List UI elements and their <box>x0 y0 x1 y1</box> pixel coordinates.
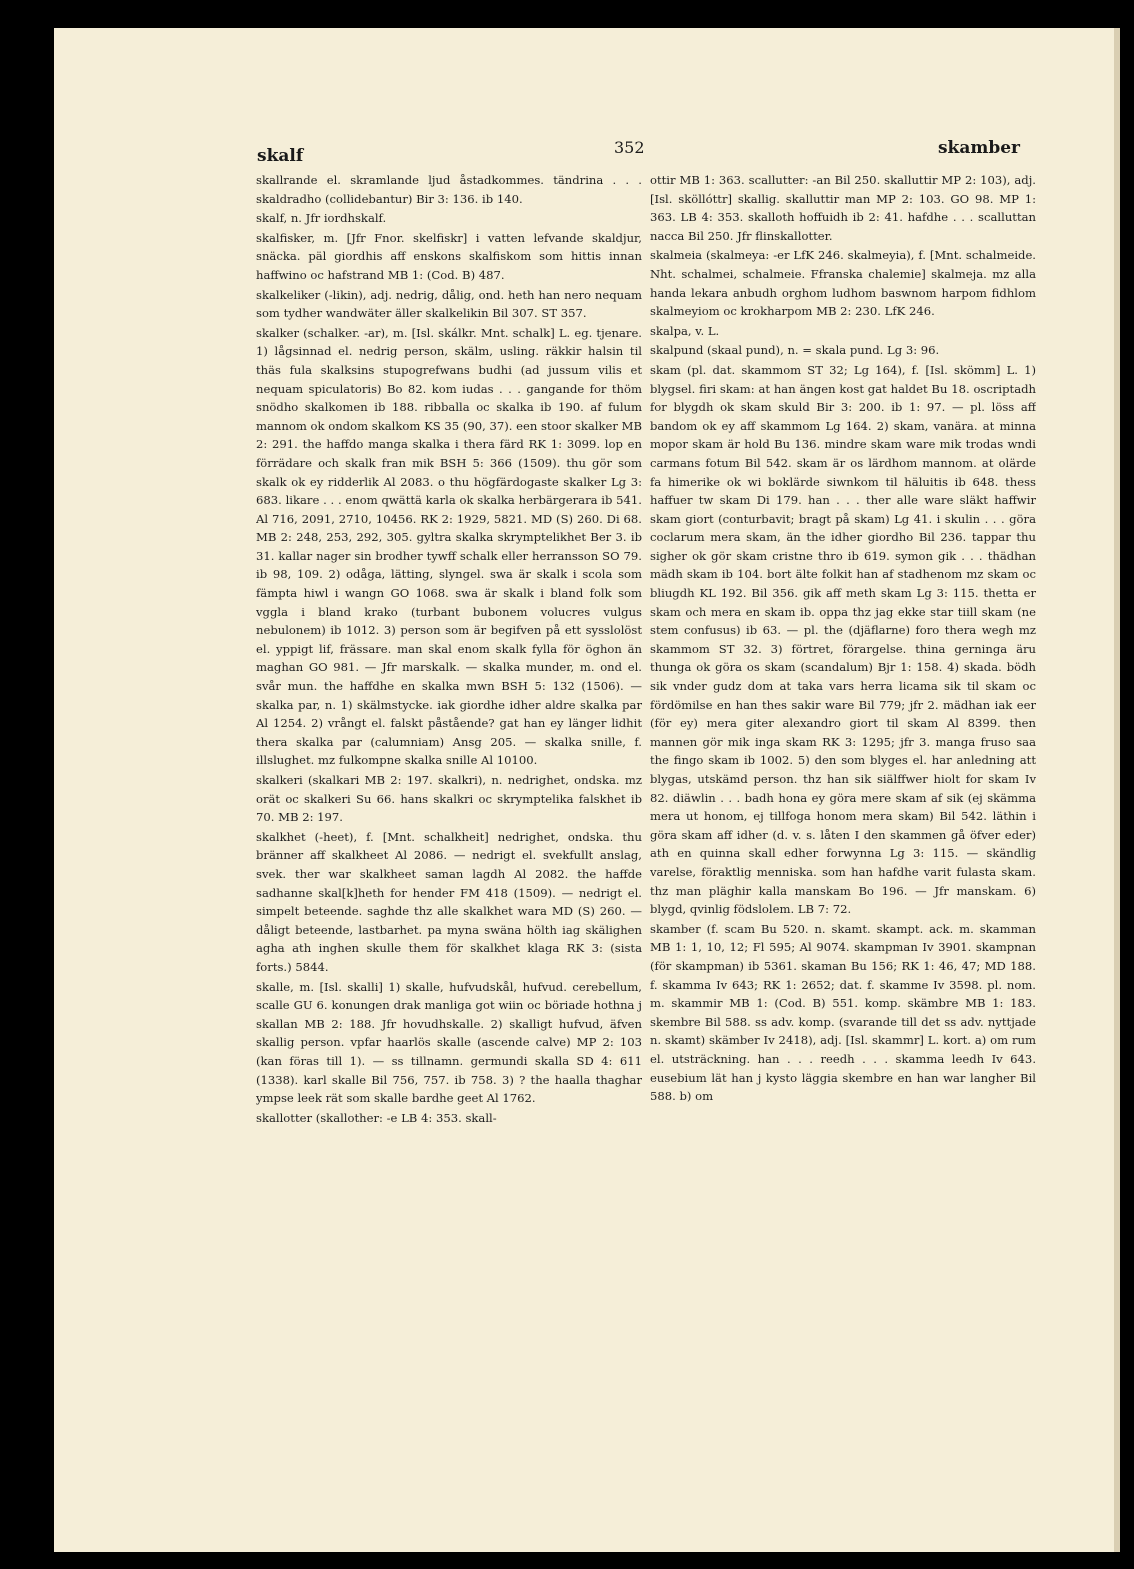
page-number: 352 <box>614 138 645 157</box>
page-header <box>54 138 1120 164</box>
entry-paragraph: skalkeri (skalkari MB 2: 197. skalkri), n. nedrighet, ondska. mz orät oc skalkeri Su 66. hans skalkri oc skrymptelika falskhet ib 70. MB 2: 197. <box>256 773 642 825</box>
entry-paragraph: skallotter (skallother: -e LB 4: 353. skall- <box>256 1110 497 1125</box>
header-right-guide-word: skamber <box>937 138 1020 158</box>
entry-paragraph: skalpa, v. L. <box>650 323 720 338</box>
entry-paragraph: skalfisker, m. [Jfr Fnor. skelfiskr] i vatten lefvande skaldjur, snäcka. päl giordhis aff enskons skalfiskom som hittis innan haffwino oc hafstrand MB 1: (Cod. B) 487. <box>256 230 642 282</box>
header-left-guide-word: skalf <box>257 146 304 166</box>
entry-paragraph: skalf, n. Jfr iordhskalf. <box>256 211 387 226</box>
entry-paragraph: skalker (schalker. -ar), m. [Isl. skálkr. Mnt. schalk] L. eg. tjenare. 1) lågsinnad el. nedrig person, skälm, usling. räkkir halsin til thäs fula skalksins stupogrefwans budhi (ad jussum vilis et nequam spiculatoris) Bo 82. kom iudas . . . gangande for thöm snödho skalkomen ib 188. ribballa oc skalka ib 190. af fulum mannom ok ondom skalkom KS 35 (90, 37). een stoor skalker MB 2: 291. the haffdo manga skalka i thera färd RK 1: 3099. lop en förrädare och skalk fran mik BSH 5: 366 (1509). thu gör som skalk ok ey ridderlik Al 2083. o thu högfärdogaste skalker Lg 3: 683. likare . . . enom qwättä karla ok skalka herbärgerara ib 541. Al 716, 2091, 2710, 10456. RK 2: 1929, 5821. MD (S) 260. Di 68. MB 2: 248, 253, 292, 305. gyltra skalka skrymptelikhet Ber 3. ib 31. kallar nager sin brodher tywff schalk eller herransson SO 79. ib 98, 109. 2) odåga, lätting, slyngel. swa är skalk i scola som fämpta hiwl i wangn GO 1068. swa är skalk i bland folk som vggla i bland krako (turbant bubonem volucres vulgus nebulonem) ib 1012. 3) person som är begifven på ett sysslolöst el. yppigt lif, frässare. man skal enom skalk fylla för öghon än maghan GO 981. — Jfr marskalk. — skalka munder, m. ond el. svår mun. the haffdhe en skalka mwn BSH 5: 132 (1506). — skalka par, n. 1) skälmstycke. iak giordhe idher aldre skalka par Al 1254. 2) vrångt el. falskt påstående? gat han ey länger lidhit thera skalka par (calumniam) Ansg 205. — skalka snille, f. illslughet. mz fulkompne skalka snille Al 10100. <box>256 325 642 768</box>
right-column <box>650 171 1036 1411</box>
entry-paragraph: skalpund (skaal pund), n. = skala pund. Lg 3: 96. <box>650 343 940 358</box>
entry-paragraph: skalmeia (skalmeya: -er LfK 246. skalmeyia), f. [Mnt. schalmeide. Nht. schalmei, schalmeie. Ffranska chalemie] skalmeja. mz alla handa lekara anbudh orghom ludhom baswnom harpom fidhlom skalmeyiom oc krokharpom MB 2: 230. LfK 246. <box>650 248 1036 319</box>
entry-paragraph: skalkeliker (-likin), adj. nedrig, dålig, ond. heth han nero nequam som tydher wandwäter äller skalkelikin Bil 307. ST 357. <box>256 287 642 321</box>
entry-paragraph: skam (pl. dat. skammom ST 32; Lg 164), f. [Isl. skömm] L. 1) blygsel. firi skam: at han ängen kost gat haldet Bu 18. oscriptadh for blygdh ok skam skuld Bir 3: 200. ib 1: 97. — pl. löss aff bandom ok ey aff skammom Lg 164. 2) skam, vanära. at minna mopor skam är hold Bu 136. mindre skam ware mik trodas wndi carmans fotum Bil 542. skam är os lärdhom mannom. at olärde fa himerike ok wi boklärde siwnkom til häluitis ib 648. thess haffuer tw skam Di 179. han . . . ther alle ware släkt haffwir skam giort (conturbavit; bragt på skam) Lg 41. i skulin . . . göra coclarum mera skam, än the idher giordho Bil 236. tappar thu sigher ok gör skam cristne thro ib 619. symon gik . . . thädhan mädh skam ib 104. bort älte folkit han af stadhenom mz skam oc bliugdh KL 192. Bil 356. gik aff meth skam Lg 3: 115. thetta er skam och mera en skam ib. oppa thz jag ekke star tiill skam (ne stem confusus) ib 63. — pl. the (djäflarne) foro thera wegh mz skammom ST 32. 3) förtret, förargelse. thina gerninga äru thunga ok göra os skam (scandalum) Bjr 1: 158. 4) skada. bödh sik vnder gudz dom at taka vars herra licama sik til skam oc fördömilse en han thes sakir ware Bil 779; jfr 2. mädhan iak eer (för ey) mera giter alexandro giort til skam Al 8399. then mannen gör mik inga skam RK 3: 1295; jfr 3. manga fruso saa the fingo skam ib 1002. 5) den som blyges el. har anledning att blygas, utskämd person. thz han sik siälffwer hiolt for skam Iv 82. diäwlin . . . badh hona ey göra mere skam af sik (ej skämma mera ut honom, ej tillfoga honom mera skam) Bil 542. läthin i göra skam aff idher (d. v. s. låten I den skammen gå öfver eder) ath en quinna skall edher forwynna Lg 3: 115. — skändlig varelse, föraktlig menniska. som han hafdhe varit fulasta skam. thz man pläghir kalla manskam Bo 196. — Jfr manskam. 6) blygd, qvinlig födslolem. LB 7: 72. <box>650 362 1036 917</box>
left-column <box>256 171 642 1411</box>
page-edge <box>1114 28 1120 1552</box>
entry-paragraph: ottir MB 1: 363. scallutter: -an Bil 250. skalluttir MP 2: 103), adj. [Isl. sköllóttr] skallig. skalluttir man MP 2: 103. GO 98. MP 1: 363. LB 4: 353. skalloth hoffuidh ib 2: 41. hafdhe . . . scalluttan nacca Bil 250. Jfr flinskallotter. <box>650 173 1036 243</box>
entry-paragraph: skallrande el. skramlande ljud åstadkommes. tändrina . . . skaldradho (collidebantur) Bir 3: 136. ib 140. <box>256 173 642 206</box>
entry-paragraph: skalle, m. [Isl. skalli] 1) skalle, hufvudskål, hufvud. cerebellum, scalle GU 6. konungen drak manliga got wiin oc böriade hothna j skallan MB 2: 188. Jfr hovudhskalle. 2) skalligt hufvud, äfven skallig person. vpfar haarlös skalle (ascende calve) MP 2: 103 (kan föras till 1). — ss tillnamn. germundi skalla SD 4: 611 (1338). karl skalle Bil 756, 757. ib 758. 3) ? the haalla thaghar ympse leek rät som skalle bardhe geet Al 1762. <box>256 979 642 1106</box>
dictionary-page <box>54 28 1120 1552</box>
entry-paragraph: skalkhet (-heet), f. [Mnt. schalkheit] nedrighet, ondska. thu bränner aff skalkheet Al 2086. — nedrigt el. svekfullt anslag, svek. ther war skalkheet saman lagdh Al 2082. the haffde sadhanne skal[k]heth for hender FM 418 (1509). — nedrigt el. simpelt beteende. saghde thz alle skalkhet wara MD (S) 260. — dåligt beteende, lastbarhet. pa myna swäna hölth iag skälighen agha ath inghen skulle them för skalkhet klaga RK 3: (sista forts.) 5844. <box>256 829 642 974</box>
entry-paragraph: skamber (f. scam Bu 520. n. skamt. skampt. ack. m. skamman MB 1: 1, 10, 12; Fl 595; Al 9074. skampman Iv 3901. skampnan (för skampman) ib 5361. skaman Bu 156; RK 1: 46, 47; MD 188. f. skamma Iv 643; RK 1: 2652; dat. f. skamme Iv 3598. pl. nom. m. skammir MB 1: (Cod. B) 551. komp. skämbre MB 1: 183. skembre Bil 588. ss adv. komp. (svarande till det ss adv. nyttjade n. skamt) skämber Iv 2418), adj. [Isl. skammr] L. kort. a) om rum el. utsträckning. han . . . reedh . . . skamma leedh Iv 643. eusebium lät han j kysto läggia skembre en han war langher Bil 588. b) om <box>650 921 1036 1104</box>
